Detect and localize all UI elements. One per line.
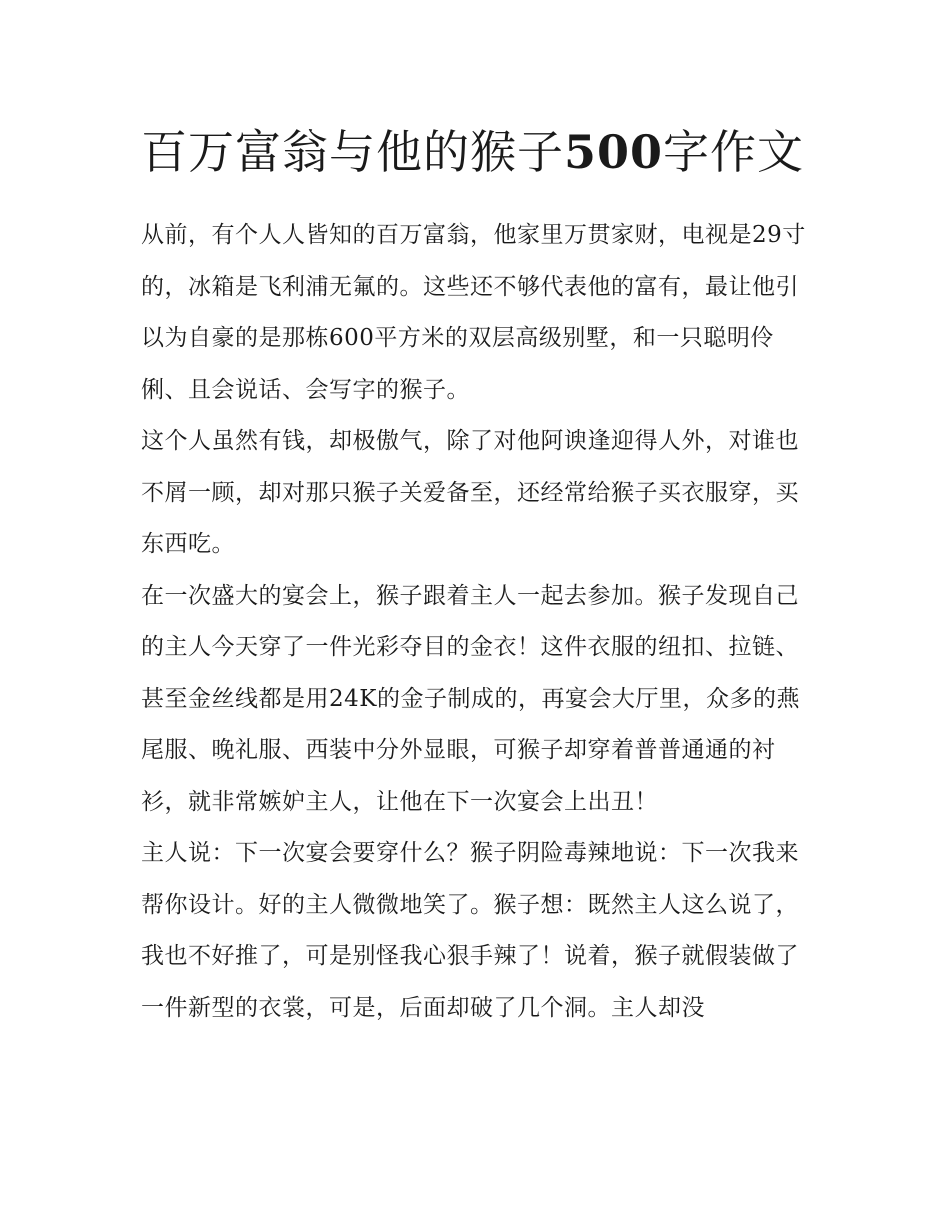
document-body [141, 112, 813, 1034]
paragraph-2: 这个人虽然有钱，却极傲气，除了对他阿谀逢迎得人外，对谁也不屑一顾，却对那只猴子关爱备至，还经常给猴子买衣服穿，买东西吃。 [141, 428, 799, 557]
title-number: 500 [564, 125, 664, 179]
document-title [141, 112, 813, 192]
paragraph-4: 主人说：下一次宴会要穿什么？猴子阴险毒辣地说：下一次我来帮你设计。好的主人微微地笑了。猴子想：既然主人这么说了，我也不好推了，可是别怪我心狠手辣了！说着，猴子就假装做了一件新型的衣裳，可是，后面却破了几个洞。主人却没 [141, 840, 799, 1021]
title-text-end: 字作文 [663, 125, 805, 179]
paragraph-1: 从前，有个人人皆知的百万富翁，他家里万贯家财，电视是29寸的，冰箱是飞利浦无氟的。这些还不够代表他的富有，最让他引以为自豪的是那栋600平方米的双层高级别墅，和一只聪明伶俐、且会说话、会写字的猴子。 [141, 222, 806, 403]
paragraph-3: 在一次盛大的宴会上，猴子跟着主人一起去参加。猴子发现自己的主人今天穿了一件光彩夺目的金衣！这件衣服的纽扣、拉链、甚至金丝线都是用24K的金子制成的，再宴会大厅里，众多的燕尾服、晚礼服、西装中分外显眼，可猴子却穿着普普通通的衬衫，就非常嫉妒主人，让他在下一次宴会上出丑！ [141, 582, 800, 815]
title-text-start: 百万富翁与他的猴子 [141, 125, 564, 179]
